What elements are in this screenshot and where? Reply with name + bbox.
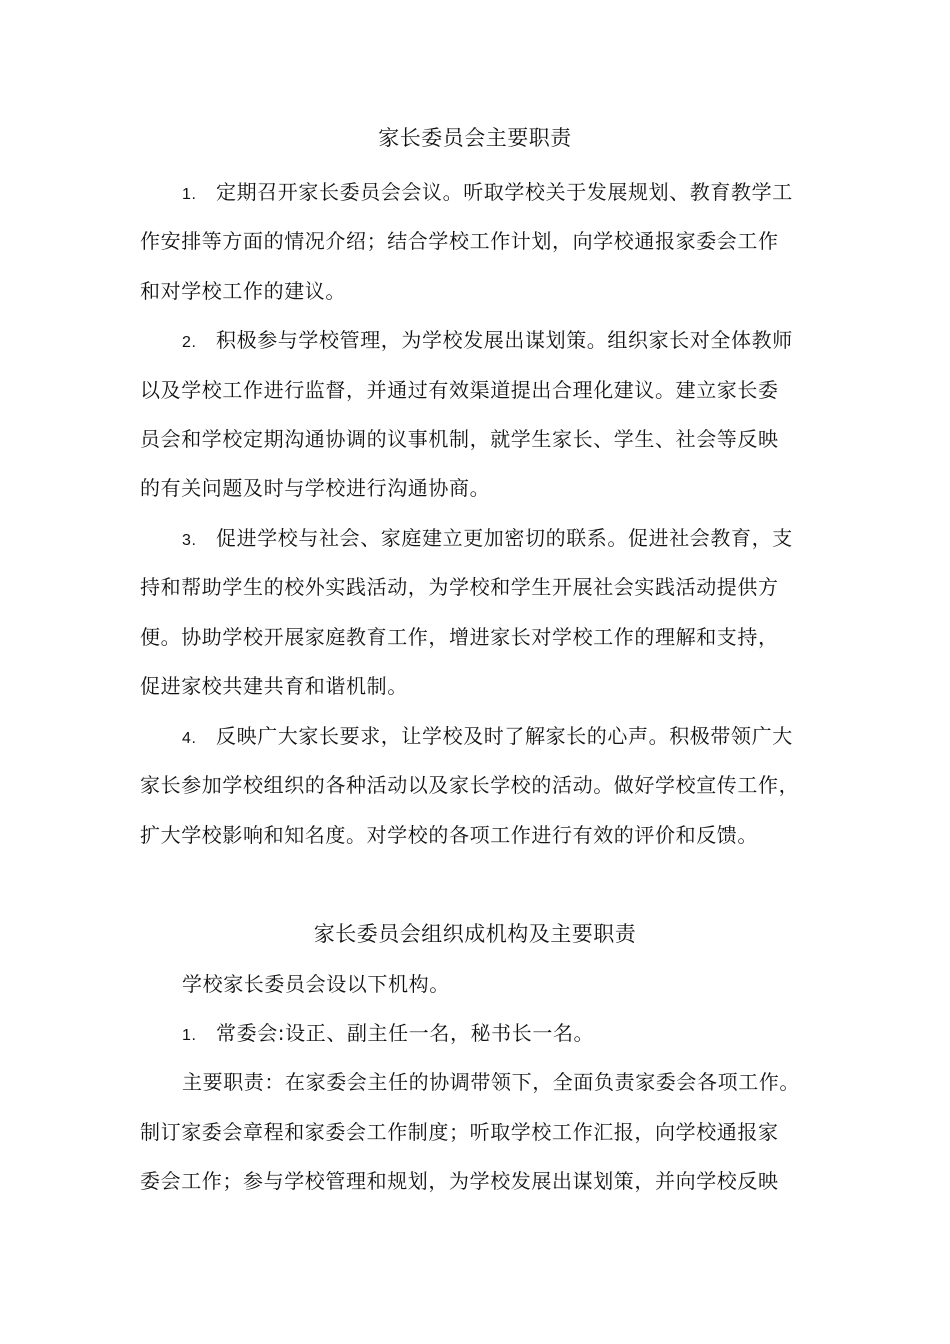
item-4-number: 4. [182,730,197,747]
item-5-line-1 [182,1019,594,1050]
item-2-number: 2. [182,334,197,351]
item-4-text-1: 反映广大家长要求，让学校及时了解家长的心声。积极带领广大 [216,724,793,748]
duties-line-1: 主要职责：在家委会主任的协调带领下，全面负责家委会各项工作。 [182,1070,800,1094]
section-2-title: 家长委员会组织成机构及主要职责 [313,922,637,946]
item-1-number: 1. [182,186,197,203]
section-2-intro: 学校家长委员会设以下机构。 [182,972,450,996]
item-3-line-4: 促进家校共建共育和谐机制。 [140,674,408,698]
duties-line-3: 委会工作；参与学校管理和规划，为学校发展出谋划策，并向学校反映 [140,1169,779,1193]
item-2-line-1 [182,326,793,357]
item-3-number: 3. [182,532,197,549]
item-2-line-2: 以及学校工作进行监督，并通过有效渠道提出合理化建议。建立家长委 [140,378,779,402]
item-1-line-1 [182,178,793,209]
item-2-line-3: 员会和学校定期沟通协调的议事机制，就学生家长、学生、社会等反映 [140,427,779,451]
item-3-text-1: 促进学校与社会、家庭建立更加密切的联系。促进社会教育，支 [216,526,793,550]
item-5-number: 1. [182,1027,197,1044]
item-2-text-1: 积极参与学校管理，为学校发展出谋划策。组织家长对全体教师 [216,328,793,352]
item-5-text: 常委会:设正、副主任一名，秘书长一名。 [216,1021,595,1045]
item-1-line-2: 作安排等方面的情况介绍；结合学校工作计划，向学校通报家委会工作 [140,229,779,253]
item-1-text-1: 定期召开家长委员会会议。听取学校关于发展规划、教育教学工 [216,180,793,204]
duties-line-2: 制订家委会章程和家委会工作制度；听取学校工作汇报，向学校通报家 [140,1120,779,1144]
document-title: 家长委员会主要职责 [378,126,572,150]
item-3-line-3: 便。协助学校开展家庭教育工作，增进家长对学校工作的理解和支持， [140,625,779,649]
item-3-line-1 [182,524,793,555]
item-1-line-3: 和对学校工作的建议。 [140,279,346,303]
item-2-line-4: 的有关问题及时与学校进行沟通协商。 [140,476,491,500]
item-4-line-2: 家长参加学校组织的各种活动以及家长学校的活动。做好学校宣传工作， [140,773,800,797]
item-4-line-1 [182,722,793,753]
item-4-line-3: 扩大学校影响和知名度。对学校的各项工作进行有效的评价和反馈。 [140,823,758,847]
item-3-line-2: 持和帮助学生的校外实践活动，为学校和学生开展社会实践活动提供方 [140,575,779,599]
